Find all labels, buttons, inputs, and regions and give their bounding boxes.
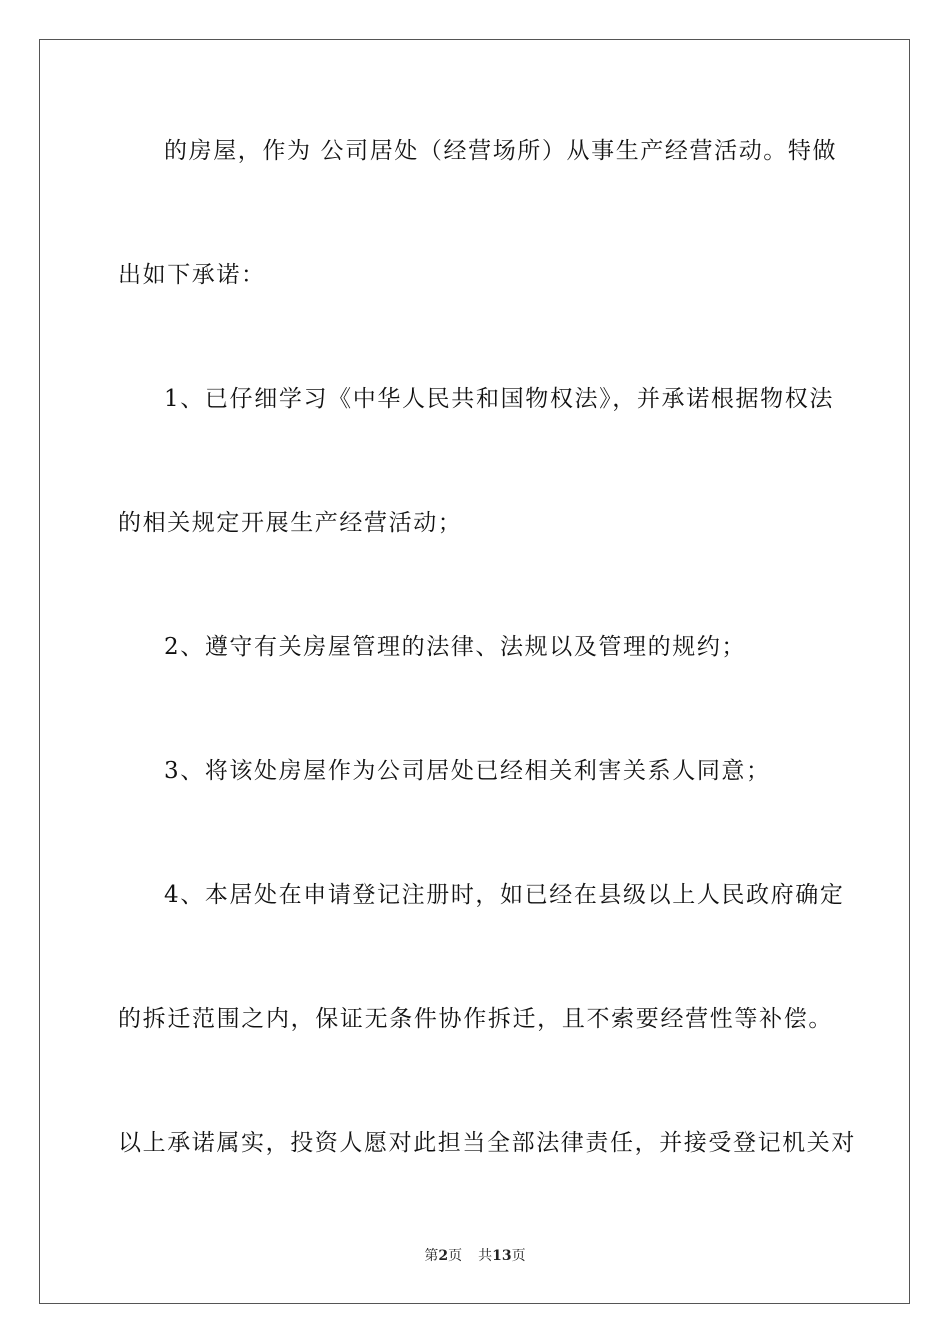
footer-total-unit: 页 [511, 1248, 526, 1264]
page-footer [0, 1247, 950, 1265]
body-line-3: 1、已仔细学习《中华人民共和国物权法》，并承诺根据物权法 [164, 386, 834, 412]
body-line-4: 的相关规定开展生产经营活动； [118, 510, 463, 536]
footer-page-total: 13 [492, 1248, 512, 1264]
footer-page-prefix: 第 [424, 1248, 439, 1264]
footer-page-current: 2 [438, 1248, 449, 1264]
body-line-9: 以上承诺属实，投资人愿对此担当全部法律责任，并接受登记机关对 [118, 1130, 856, 1156]
footer-total-prefix: 共 [478, 1248, 493, 1264]
body-line-1: 的房屋，作为 公司居处（经营场所）从事生产经营活动。特做 [164, 138, 838, 164]
footer-page-unit: 页 [448, 1248, 463, 1264]
body-line-5: 2、遵守有关房屋管理的法律、法规以及管理的规约； [164, 634, 747, 660]
body-line-8: 的拆迁范围之内，保证无条件协作拆迁，且不索要经营性等补偿。 [118, 1006, 833, 1032]
body-line-6: 3、将该处房屋作为公司居处已经相关利害关系人同意； [164, 758, 771, 784]
body-line-7: 4、本居处在申请登记注册时，如已经在县级以上人民政府确定 [164, 882, 845, 908]
body-line-2: 出如下承诺： [118, 262, 266, 288]
page-border [39, 39, 910, 1304]
